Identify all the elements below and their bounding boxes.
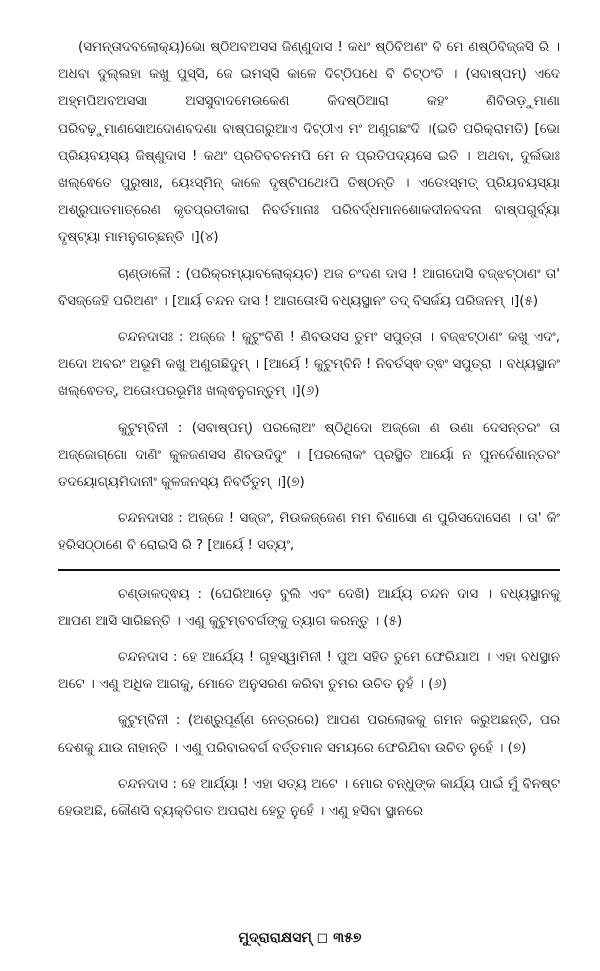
odia-passage-1: ଚଣ୍ଡାଳଦ୍ଵୟ : (ଘେରିଆଡ଼େ ବୁଲି ଏବଂ ଦେଖି) ଆର୍ଯ୍ୟ ଚନ୍ଦନ ଦାସ । ବଧ୍ୟସ୍ଥାନକୁ ଆପଣ ଆସି ସାରିଛନ୍ତି । ଏଣୁ କୁଟୁମ୍ବବର୍ଗଙ୍କୁ ତ୍ୟାଗ କରନ୍ତୁ । (୫) — [58, 586, 560, 629]
odia-passage-3: କୁଟୁମ୍ବିନୀ : (ଅଶ୍ରୁପୂର୍ଣ୍ଣ ନେତ୍ରରେ) ଆପଣ ପରଲୋକକୁ ଗମନ କରୁଅଛନ୍ତି, ପର ଦେଶକୁ ଯାଉ ନାହାନ୍ତି । ଏଣୁ ପରିବାରବର୍ଗ ବର୍ତ୍ତମାନ ସମୟରେ ଫେରିଯିବା ଉଚିତ ନୁହେଁ । (୭) — [58, 713, 560, 756]
odia-passage-2: ଚନ୍ଦନଦାସ : ହେ ଆର୍ଯ୍ୟେ ! ଗୃହସ୍ୱାମିନୀ ! ପୁଅ ସହିତ ତୁମେ ଫେରିଯାଅ । ଏହା ବଧସ୍ଥାନ ଅଟେ । ଏଣୁ ଅଧିକ ଆଗକୁ, ମୋତେ ଅନୁସରଣ କରିବା ତୁମର ଉଚିତ ନୁହଁ । (୬) — [58, 650, 560, 693]
sanskrit-passage-2: ଚାଣ୍ଡାଳୌ : (ପରିକ୍ରମ୍ୟାବଲୋକ୍ୟଚ) ଅଜ ଚଂଦଣ ଦାସ ! ଆଗଦୋସି ବଜ୍ଝଟ୍ଠାଣଂ ତା' ବିସଜ୍ଜେହି ପରିଅଣଂ । [ଆର୍ୟ ଚନ୍ଦନ ଦାସ ! ଆଗତୋଽସି ବଧ୍ୟସ୍ଥାନଂ ତଦ୍ ବିସର୍ଜୟ ପରିଜନମ୍ ।](୫) — [58, 266, 560, 309]
sanskrit-passage-5: ଚନ୍ଦନଦାସଃ : ଅଜ୍ଜେ ! ସଜ୍ଜଂ, ମିଉକଜ୍ଜେଣ ମମ ବିଣାସୋ ଣ ପୁରିସଦୋସେଣ । ତା' କିଂ ହରିସଠ୍ଠାଣେ ବି ରୋଇସି ରି ? [ଆର୍ୟେ ! ସତ୍ୟଂ, — [58, 511, 560, 554]
sanskrit-passage-1: (ସମନ୍ତାଦବଲୋକ୍ୟ)ଭୋ ଷ୍ଠିଅବଅସସ ଜିଣ୍ଣୁଦାସ ! କଧଂ ଷ୍ଠିବିଅଣଂ ବି ମେ ଣଷ୍ଠିବିଜ୍ଜସି ରି । ଅଧବା ଦୁଲ୍ଲହା କଖୁ ପୁସ୍ସି, ଜେ ଇମସ୍ସି କାଳେ ଦିଟ୍ଠିପଧେ ବି ଚିଟ୍ଠଂତି । (ସବାଷ୍ପମ୍) ଏଦେ ଅହ୍ମପିଅବଅସସା ଅସସୁବାଦମେଉକେଣ କିଦଷ୍ଠିଆରା କହଂ ଣିବିଉଡ଼ୁମାଣା ପରିବଢ଼ୁମାଣସୋଅଦୋଣବଦଣା ବାଷ୍ପଗରୁଆଏ ଦିଟ୍ଠୀଏ ମଂ ଅଣୁଗଛଂଦି ।(ଇତି ପରିକ୍ରାମତି) [ଭୋ ପ୍ରିୟବୟସ୍ୟ ଜିଷ୍ଣୁଦାସ ! କଥଂ ପ୍ରତିବଚନମପି ମେ ନ ପ୍ରତିପଦ୍ୟସେ ଇତି । ଅଥବା, ଦୁର୍ଲଭାଃ ଖଲ୍ଵେତେ ପୁରୁଷାଃ, ୟେଽସ୍ମିନ୍ କାଳେ ଦୃଷ୍ଟିପଥେଽପି ତିଷ୍ଠନ୍ତି । ଏତେଽସ୍ମତ୍ ପ୍ରିୟବୟସ୍ୟା ଅଶ୍ରୁପାତମାତ୍ରେଣ କୃତପ୍ରତୀକାରା ନିବର୍ତମାନାଃ ପରିବର୍ଦ୍ଧମାନଶୋକଦୀନବଦନା ବାଷ୍ପଗୁର୍ବ୍ୟା ଦୃଷ୍ଟ୍ୟା ମାମନୁଗଚ୍ଛନ୍ତି ।](୪) — [58, 40, 560, 246]
sanskrit-passage-3: ଚନ୍ଦନଦାସଃ : ଅଜ୍ଜେ ! କୁଟୁଂବିଣି ! ଣିବଉସସ ତୁମଂ ସପୁତ୍ତା । ବଜ୍ଝଟ୍ଠାଣଂ କଖୁ ଏଦଂ, ଅଦୋ ଅବରଂ ଅଭୂମି କଖୁ ଅଣୁଗଛିଦୁମ୍ । [ଆର୍ୟେ ! କୁଟୁମ୍ବିନି ! ନିବର୍ତସ୍ଵ ତ୍ଵଂ ସପୁତ୍ରା । ବଧ୍ୟସ୍ଥାନଂ ଖଲ୍ଵେତତ୍, ଅତୋଽପରଭୂମିଃ ଖଲ୍ଵନୁଗନ୍ତୁମ୍ ।](୬) — [58, 330, 560, 400]
odia-passage-4: ଚନ୍ଦନଦାସ : ହେ ଆର୍ଯ୍ୟା ! ଏହା ସତ୍ୟ ଅଟେ । ମୋର ବନ୍ଧୁଙ୍କ କାର୍ଯ୍ୟ ପାଇଁ ମୁଁ ବିନଷ୍ଟ ହେଉଅଛି, କୌଣସି ବ୍ୟକ୍ତିଗତ ଅପରାଧ ହେତୁ ନୁହେଁ । ଏଣୁ ହସିବା ସ୍ଥାନରେ — [58, 776, 560, 820]
page-footer: ମୁଦ୍ରାରାକ୍ଷସମ୍ ◻ ୩୫୭ — [238, 930, 362, 946]
section-divider — [58, 569, 560, 571]
sanskrit-passage-4: କୁଟୁମ୍ବିନୀ : (ସବାଷ୍ପମ୍) ପରଲୋଅଂ ଷ୍ଠିଥିଦୋ ଅଜ୍ଜୋ ଣ ଉଣା ଦେସନ୍ତରଂ ତା ଅଜ୍ଜୋଗ୍ଗୋ ଦାଣିଂ କୁଳଜଣସସ ଣିବଉଦିଦୁଂ । [ପରଲୋକଂ ପ୍ରସ୍ଥିତ ଆର୍ୟୋ ନ ପୁନର୍ଦେଶାନ୍ତରଂ ତଦୟୋଗ୍ୟମିଦାନୀଂ କୁଳଜନସ୍ୟ ନିବର୍ତିତୁମ୍ ।](୭) — [58, 420, 560, 491]
